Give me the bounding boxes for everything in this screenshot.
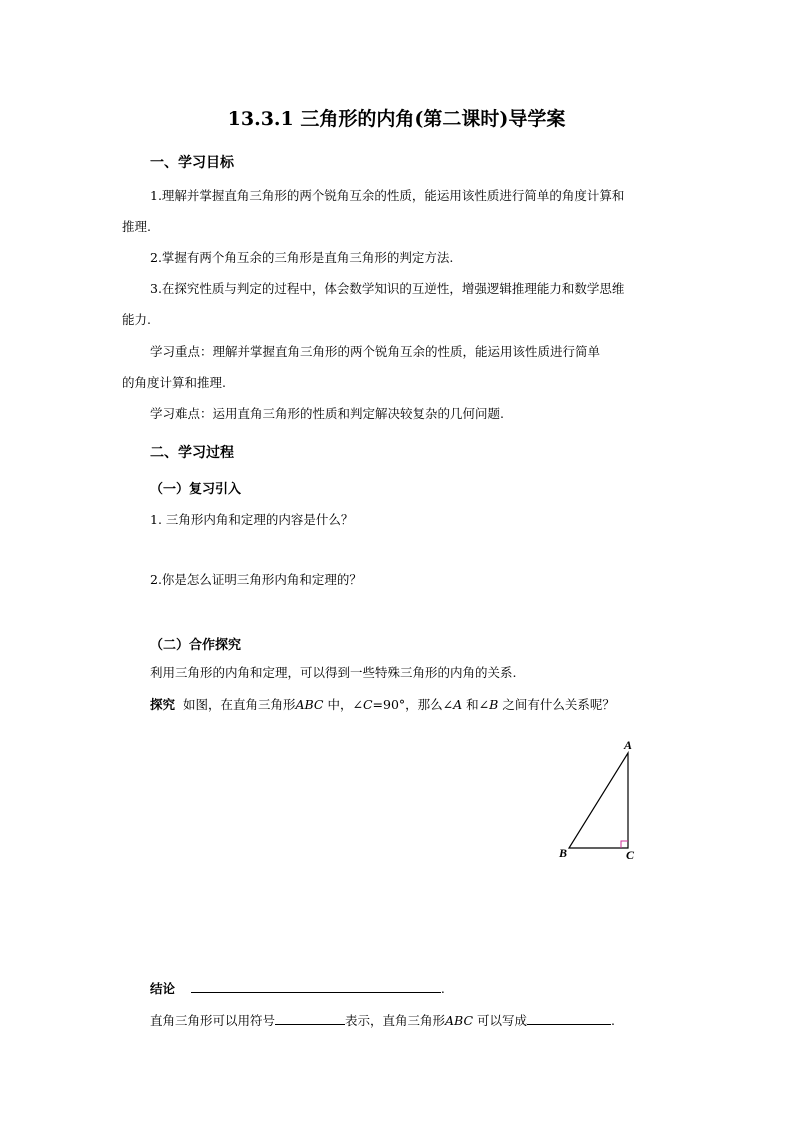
notation-symbol-blank[interactable] [275, 1010, 345, 1025]
explore-angle-b: B [489, 697, 499, 712]
explore-text-d: =90°，那么∠ [372, 697, 454, 712]
subsection-explore: （二）合作探究 [150, 638, 242, 653]
notation-text-c: 可以写成 [477, 1013, 528, 1028]
vertex-label-b: B [559, 846, 568, 860]
goal-1-line-2: 推理. [122, 219, 151, 234]
explore-intro: 利用三角形的内角和定理，可以得到一些特殊三角形的内角的关系. [150, 665, 517, 680]
right-angle-marker [621, 841, 628, 848]
explore-angle-c: C [362, 697, 373, 712]
explore-angle-a: A [453, 697, 463, 712]
section-heading-goals: 一、学习目标 [150, 155, 234, 171]
explore-question [150, 697, 615, 713]
explore-triangle-abc: ABC [295, 697, 324, 712]
vertex-label-c: C [626, 848, 635, 862]
question-2: 2.你是怎么证明三角形内角和定理的？ [150, 572, 362, 587]
goal-1-line-1: 1.理解并掌握直角三角形的两个锐角互余的性质，能运用该性质进行简单的角度计算和 [150, 188, 625, 203]
explore-text-a: 如图，在直角三角形 [182, 697, 296, 712]
right-triangle-figure [555, 735, 645, 865]
section-heading-process: 二、学习过程 [150, 445, 234, 461]
vertex-label-a: A [624, 738, 633, 752]
conclusion-period: . [440, 981, 445, 996]
page-title: 13.3.1 三角形的内角(第二课时)导学案 [227, 108, 566, 130]
notation-triangle-abc: ABC [445, 1013, 474, 1028]
explore-text-f: 和∠ [466, 697, 490, 712]
goal-3-line-2: 能力. [122, 312, 151, 327]
goal-2: 2.掌握有两个角互余的三角形是直角三角形的判定方法. [150, 250, 454, 265]
triangle-outline [569, 753, 628, 848]
notation-text-a: 直角三角形可以用符号 [150, 1013, 276, 1028]
conclusion-line [150, 978, 445, 997]
explore-text-h: 之间有什么关系呢？ [502, 697, 615, 712]
difficulty-point: 学习难点：运用直角三角形的性质和判定解决较复杂的几何问题. [150, 406, 504, 421]
key-point-line-2: 的角度计算和推理. [122, 375, 226, 390]
conclusion-label: 结论 [150, 981, 176, 996]
subsection-review: （一）复习引入 [150, 482, 242, 497]
notation-write-blank[interactable] [527, 1010, 611, 1025]
notation-line [150, 1010, 615, 1029]
goal-3-line-1: 3.在探究性质与判定的过程中，体会数学知识的互逆性，增强逻辑推理能力和数学思维 [150, 281, 625, 296]
notation-text-b: 表示，直角三角形 [345, 1013, 446, 1028]
conclusion-blank[interactable] [191, 978, 441, 993]
key-point-line-1: 学习重点：理解并掌握直角三角形的两个锐角互余的性质，能运用该性质进行简单 [150, 344, 601, 359]
question-1: 1. 三角形内角和定理的内容是什么？ [150, 512, 354, 527]
explore-label: 探究 [150, 697, 176, 712]
notation-period: . [611, 1013, 616, 1028]
explore-text-b: 中，∠ [327, 697, 363, 712]
